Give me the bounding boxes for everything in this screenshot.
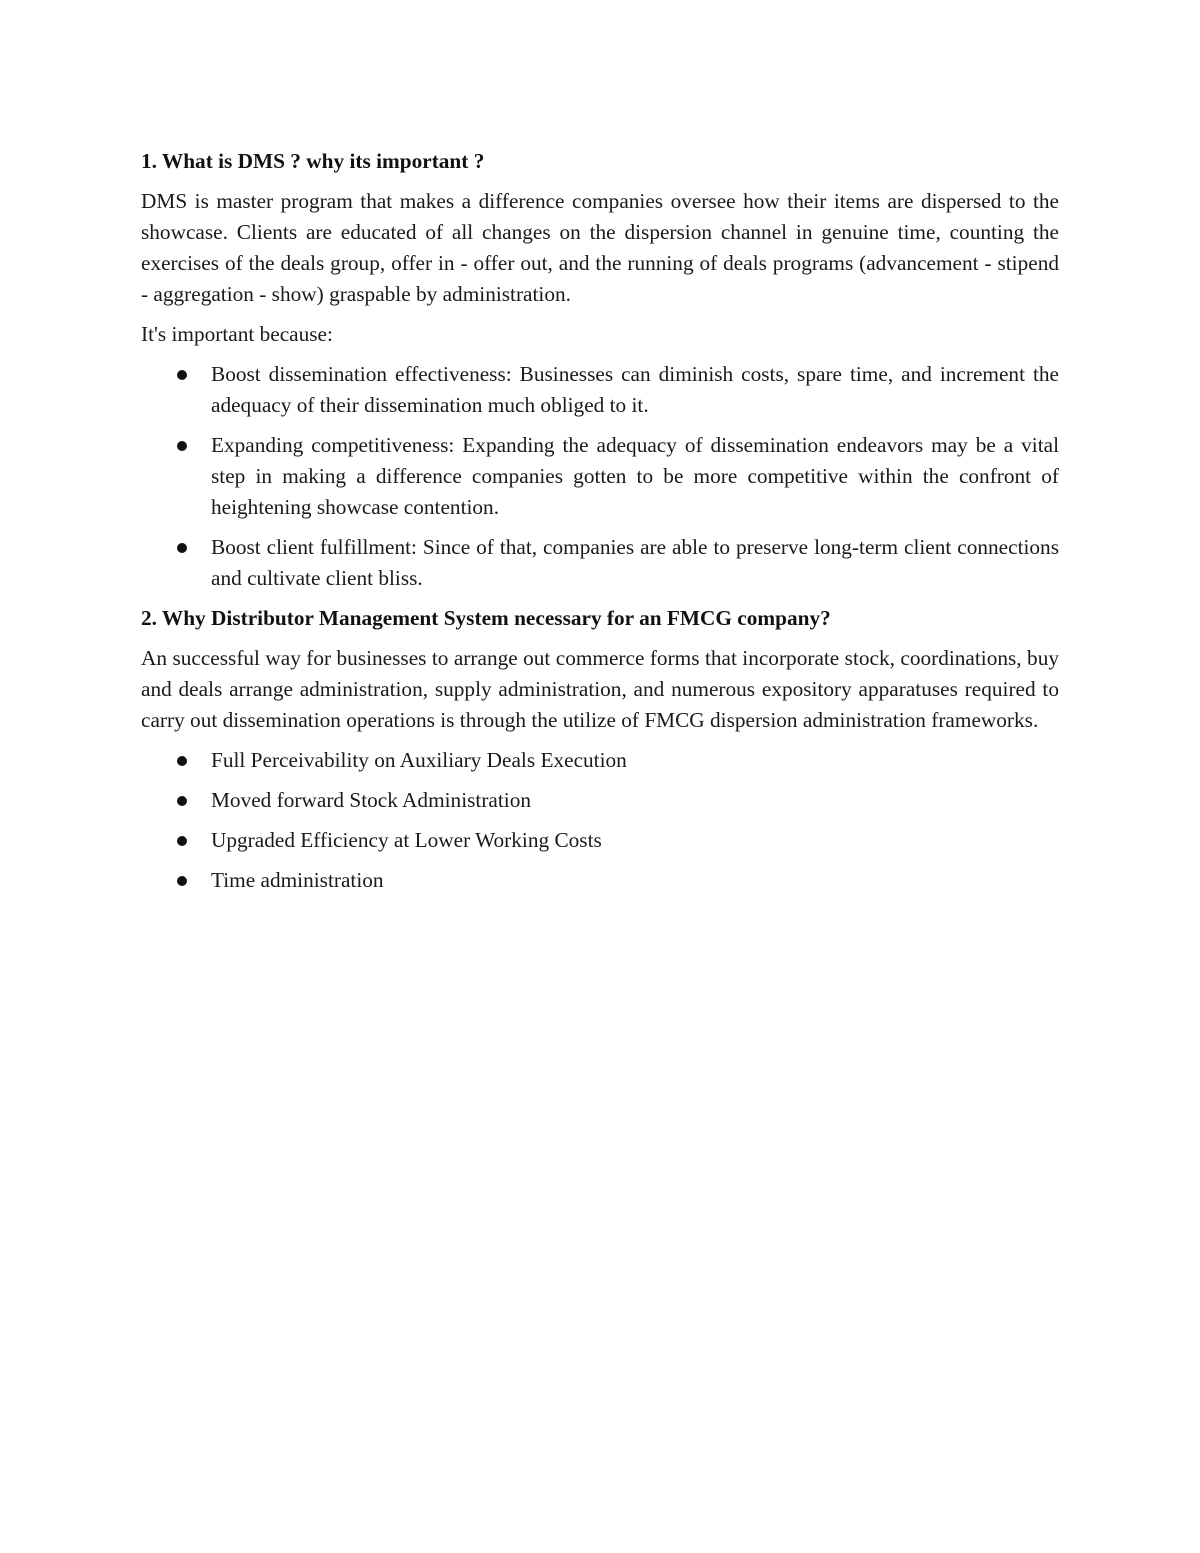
list-item <box>141 865 1059 896</box>
list-item-text: Full Perceivability on Auxiliary Deals Execution <box>211 748 627 772</box>
section1-bullet-list <box>141 359 1059 594</box>
section1-lead-in: It's important because: <box>141 322 333 346</box>
bullet-icon <box>177 756 187 766</box>
list-item <box>141 785 1059 816</box>
bullet-icon <box>177 370 187 380</box>
bullet-icon <box>177 543 187 553</box>
list-item-text: Boost client fulfillment: Since of that, companies are able to preserve long-term client connections and cultivate client bliss. <box>211 535 1059 590</box>
list-item <box>141 430 1059 523</box>
list-item-text: Upgraded Efficiency at Lower Working Costs <box>211 828 602 852</box>
list-item-text: Expanding competitiveness: Expanding the adequacy of dissemination endeavors may be a vital step in making a difference companies gotten to be more competitive within the confront of heightening showcase contention. <box>211 433 1059 519</box>
section2-paragraph: An successful way for businesses to arrange out commerce forms that incorporate stock, coordinations, buy and deals arrange administration, supply administration, and numerous expository apparatuses required to carry out dissemination operations is through the utilize of FMCG dispersion administration frameworks. <box>141 646 1059 732</box>
bullet-icon <box>177 796 187 806</box>
section1-paragraph: DMS is master program that makes a difference companies oversee how their items are dispersed to the showcase. Clients are educated of all changes on the dispersion channel in genuine time, counting the exercises of the deals group, offer in - offer out, and the running of deals programs (advancement - stipend - aggregation - show) graspable by administration. <box>141 189 1059 306</box>
list-item <box>141 745 1059 776</box>
document-body <box>141 146 1059 905</box>
list-item-text: Time administration <box>211 868 384 892</box>
bullet-icon <box>177 876 187 886</box>
section2-heading: 2. Why Distributor Management System necessary for an FMCG company? <box>141 606 831 630</box>
bullet-icon <box>177 441 187 451</box>
section1-heading: 1. What is DMS ? why its important ? <box>141 149 485 173</box>
section2-bullet-list <box>141 745 1059 896</box>
list-item-text: Moved forward Stock Administration <box>211 788 532 812</box>
list-item <box>141 532 1059 594</box>
list-item <box>141 825 1059 856</box>
list-item <box>141 359 1059 421</box>
bullet-icon <box>177 836 187 846</box>
list-item-text: Boost dissemination effectiveness: Businesses can diminish costs, spare time, and increment the adequacy of their dissemination much obliged to it. <box>211 362 1059 417</box>
